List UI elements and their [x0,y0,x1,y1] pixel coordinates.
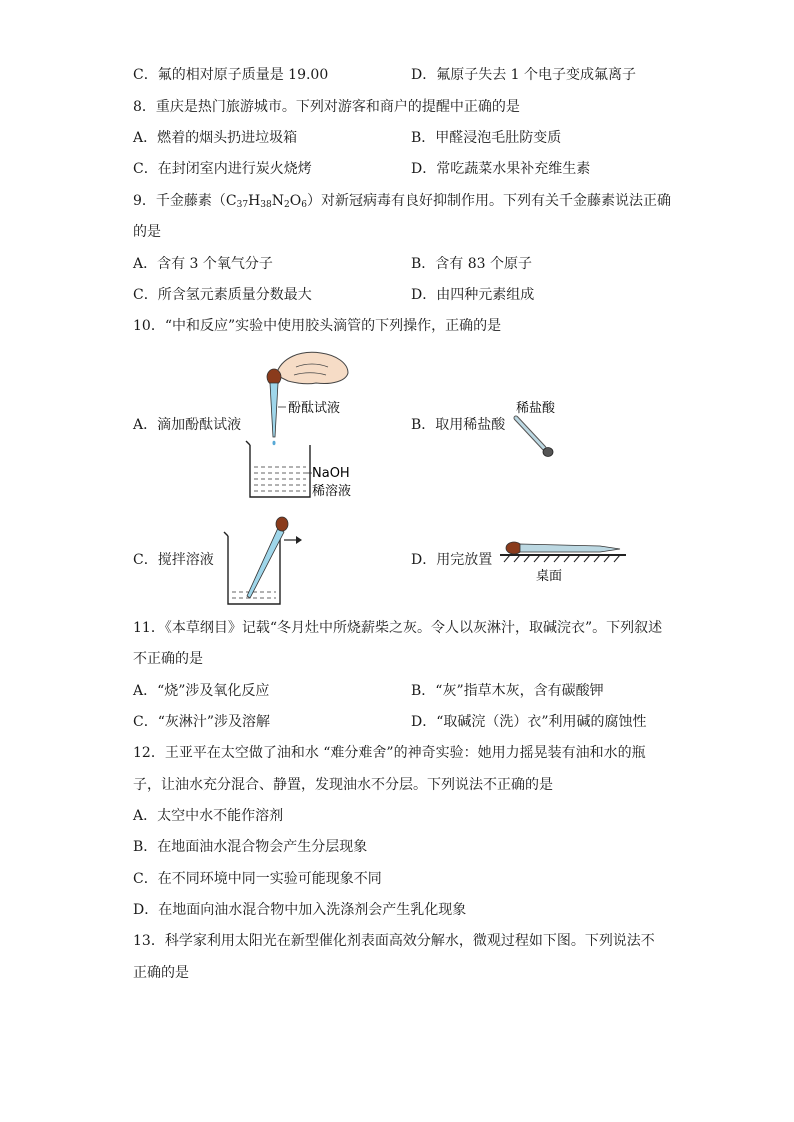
q10-option-b: B．取用稀盐酸 [411,417,506,433]
q8-option-d: D．常吃蔬菜水果补充维生素 [411,161,591,177]
figure-a-label-dilute: 稀溶液 [312,484,352,499]
q8-option-b: B．甲醛浸泡毛肚防变质 [411,130,562,146]
q12-option-b: B．在地面油水混合物会产生分层现象 [133,839,368,855]
q13-stem: 13．科学家利用太阳光在新型催化剂表面高效分解水，微观过程如下图。下列说法不 [133,933,655,949]
figure-d-dropper-on-table [500,534,630,590]
q12-stem-line2: 子，让油水充分混合、静置，发现油水不分层。下列说法不正确的是 [133,777,553,793]
q7-option-c: C．氟的相对原子质量是 19.00 [133,67,329,83]
q8-stem: 8．重庆是热门旅游城市。下列对游客和商户的提醒中正确的是 [133,99,520,115]
figure-c-stirring-beaker [222,510,302,610]
figure-a-dropper-beaker [236,345,366,505]
q9-stem-line2: 的是 [133,224,161,240]
q8-option-a: A．燃着的烟头扔进垃圾箱 [133,130,298,146]
q9-stem: 9．千金藤素$(C_{37}H_{38}N_2O_6)$对新冠病毒有良好抑制作用。下列有关千金藤素说法正确 [133,193,671,210]
q12-option-d: D．在地面向油水混合物中加入洗涤剂会产生乳化现象 [133,902,467,918]
q7-option-d: D．氟原子失去 1 个电子变成氟离子 [411,67,637,83]
figure-a-label-naoh: NaOH [312,466,350,481]
q13-stem-line2: 正确的是 [133,965,189,981]
q9-option-d: D．由四种元素组成 [411,287,535,303]
q9-option-c: C．所含氢元素质量分数最大 [133,287,312,303]
q8-option-c: C．在封闭室内进行炭火烧烤 [133,161,312,177]
figure-b-dropper-inverted [508,398,578,464]
q9-option-a: A．含有 3 个氧气分子 [133,256,273,272]
q11-option-b: B．“灰”指草木灰，含有碳酸钾 [411,683,604,699]
q11-option-d: D．“取碱浣（洗）衣”利用碱的腐蚀性 [411,714,647,730]
q10-option-d: D．用完放置 [411,552,493,568]
figure-b-label-hcl: 稀盐酸 [516,401,556,416]
q12-option-a: A．太空中水不能作溶剂 [133,808,284,824]
q10-option-a: A．滴加酚酞试液 [133,417,242,433]
q11-stem: 11．《本草纲目》记载“冬月灶中所烧薪柴之灰。令人以灰淋汁，取碱浣衣”。下列叙述 [133,620,663,636]
figure-a-label-phenolphthalein: 酚酞试液 [288,401,341,416]
q10-stem: 10．“中和反应”实验中使用胶头滴管的下列操作，正确的是 [133,318,502,334]
q12-option-c: C．在不同环境中同一实验可能现象不同 [133,871,382,887]
q9-option-b: B．含有 83 个原子 [411,256,533,272]
figure-d-label-table: 桌面 [536,569,563,584]
q11-stem-line2: 不正确的是 [133,651,203,667]
q11-option-c: C．“灰淋汁”涉及溶解 [133,714,271,730]
q12-stem: 12．王亚平在太空做了油和水 “难分难舍”的神奇实验：她用力摇晃装有油和水的瓶 [133,745,646,761]
q10-option-c: C．搅拌溶液 [133,552,214,568]
q11-option-a: A．“烧”涉及氧化反应 [133,683,270,699]
